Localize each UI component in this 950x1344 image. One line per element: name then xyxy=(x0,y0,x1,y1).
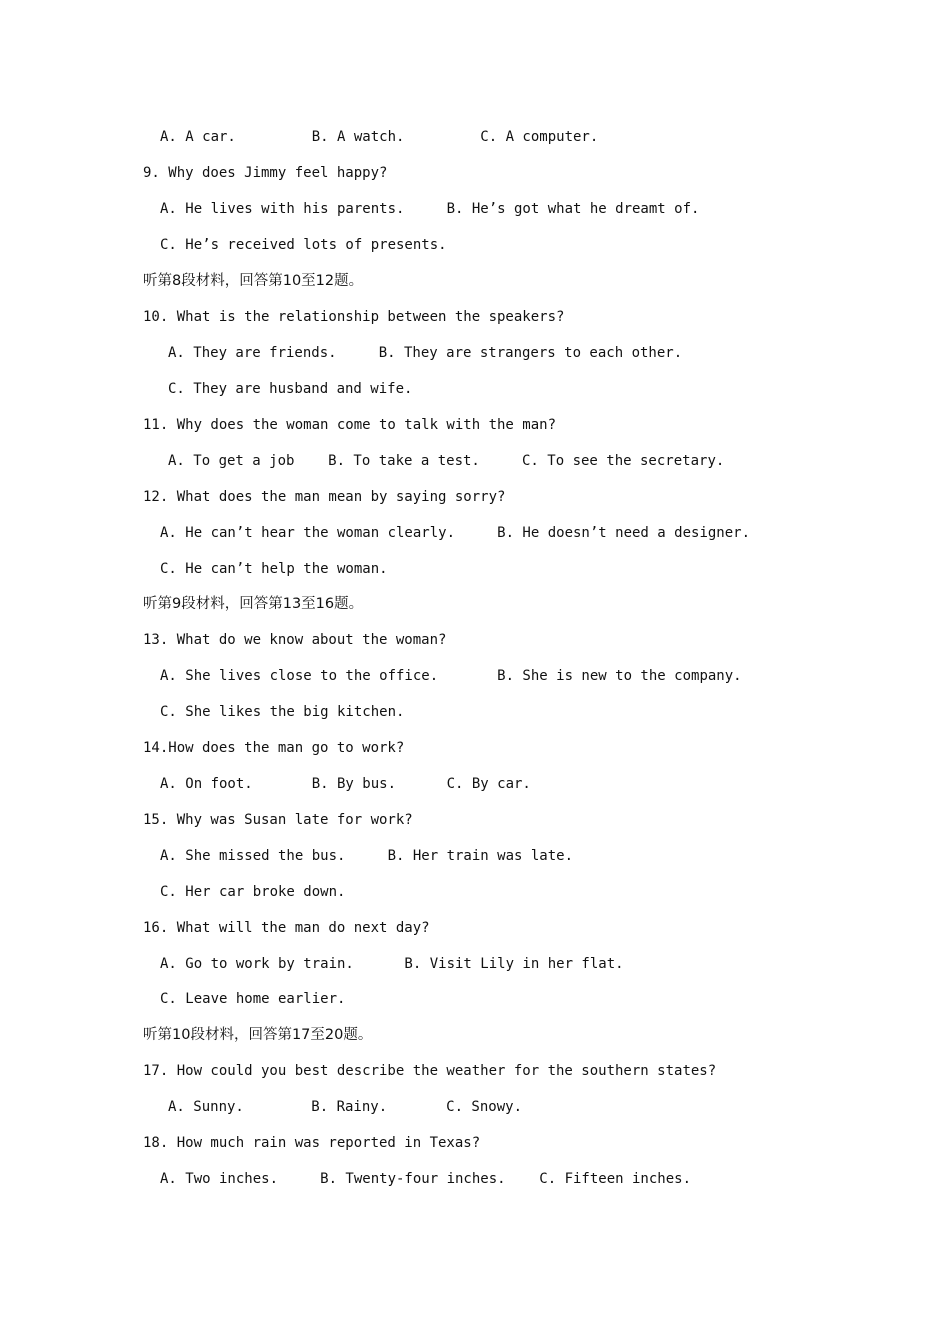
question-14-options: A. On foot. B. By bus. C. By car. xyxy=(160,776,531,792)
question-11: 11. Why does the woman come to talk with the man? xyxy=(143,417,557,433)
question-15-options-ab: A. She missed the bus. B. Her train was late. xyxy=(160,848,574,864)
question-16-option-c: C. Leave home earlier. xyxy=(160,991,346,1007)
question-10-option-c: C. They are husband and wife. xyxy=(168,381,413,397)
question-16: 16. What will the man do next day? xyxy=(143,920,430,936)
section-9-heading: 听第9段材料，回答第13至16题。 xyxy=(143,596,364,612)
question-17: 17. How could you best describe the weather for the southern states? xyxy=(143,1063,717,1079)
question-10: 10. What is the relationship between the speakers? xyxy=(143,309,565,325)
question-17-options: A. Sunny. B. Rainy. C. Snowy. xyxy=(168,1099,523,1115)
question-8-options: A. A car. B. A watch. C. A computer. xyxy=(160,129,599,145)
question-10-options-ab: A. They are friends. B. They are strangers to each other. xyxy=(168,345,683,361)
question-12-option-c: C. He can’t help the woman. xyxy=(160,561,388,577)
section-8-heading: 听第8段材料，回答第10至12题。 xyxy=(143,273,364,289)
question-9: 9. Why does Jimmy feel happy? xyxy=(143,165,388,181)
question-11-options: A. To get a job B. To take a test. C. To see the secretary. xyxy=(168,453,725,469)
question-16-options-ab: A. Go to work by train. B. Visit Lily in her flat. xyxy=(160,956,624,972)
question-13-option-c: C. She likes the big kitchen. xyxy=(160,704,405,720)
question-9-options-ab: A. He lives with his parents. B. He’s got what he dreamt of. xyxy=(160,201,700,217)
section-10-heading: 听第10段材料，回答第17至20题。 xyxy=(143,1027,373,1043)
question-14: 14.How does the man go to work? xyxy=(143,740,405,756)
question-13: 13. What do we know about the woman? xyxy=(143,632,447,648)
question-18-options: A. Two inches. B. Twenty-four inches. C. Fifteen inches. xyxy=(160,1171,692,1187)
question-12-options-ab: A. He can’t hear the woman clearly. B. He doesn’t need a designer. xyxy=(160,525,751,541)
question-15-option-c: C. Her car broke down. xyxy=(160,884,346,900)
question-12: 12. What does the man mean by saying sorry? xyxy=(143,489,506,505)
question-18: 18. How much rain was reported in Texas? xyxy=(143,1135,481,1151)
question-15: 15. Why was Susan late for work? xyxy=(143,812,413,828)
question-13-options-ab: A. She lives close to the office. B. She is new to the company. xyxy=(160,668,742,684)
question-9-option-c: C. He’s received lots of presents. xyxy=(160,237,447,253)
